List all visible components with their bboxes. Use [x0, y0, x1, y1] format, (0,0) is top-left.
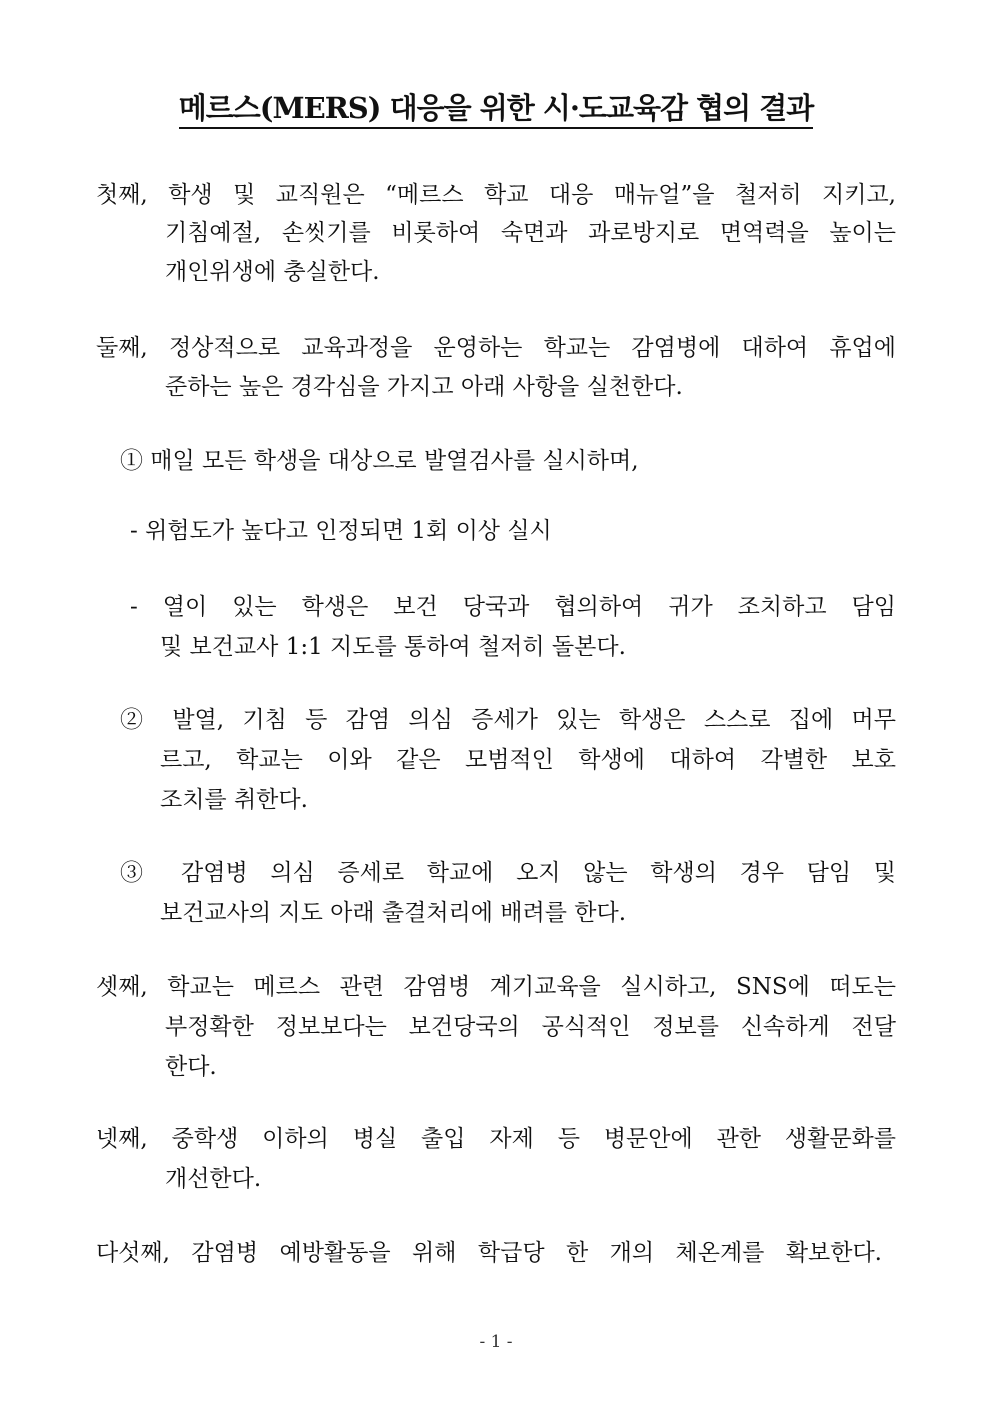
subitem-3-line-1: ③ 감염병 의심 증세로 학교에 오지 않는 학생의 경우 담임 및 [120, 860, 896, 886]
page-number: - 1 - [479, 1332, 513, 1352]
item-4-line-1: 넷째, 중학생 이하의 병실 출입 자제 등 병문안에 관한 생활문화를 [96, 1126, 896, 1152]
item-3-line-1: 셋째, 학교는 메르스 관련 감염병 계기교육을 실시하고, SNS에 떠도는 [96, 974, 896, 1000]
subitem-1-line-1: ① 매일 모든 학생을 대상으로 발열검사를 실시하며, [120, 448, 639, 474]
dash-item-1-line-1: - 위험도가 높다고 인정되면 1회 이상 실시 [130, 518, 552, 544]
item-1-line-1: 첫째, 학생 및 교직원은 “메르스 학교 대응 매뉴얼”을 철저히 지키고, [96, 182, 896, 208]
subitem-3-line-2: 보건교사의 지도 아래 출결처리에 배려를 한다. [160, 900, 627, 926]
item-2-line-1: 둘째, 정상적으로 교육과정을 운영하는 학교는 감염병에 대하여 휴업에 [96, 335, 896, 361]
subitem-2-line-2: 르고, 학교는 이와 같은 모범적인 학생에 대하여 각별한 보호 [160, 747, 896, 773]
item-4-line-2: 개선한다. [165, 1166, 262, 1192]
item-1-line-3: 개인위생에 충실한다. [165, 259, 380, 285]
document-title [0, 86, 992, 127]
subitem-2-line-1: ② 발열, 기침 등 감염 의심 증세가 있는 학생은 스스로 집에 머무 [120, 707, 896, 733]
item-3-line-2: 부정확한 정보보다는 보건당국의 공식적인 정보를 신속하게 전달 [165, 1014, 896, 1040]
subitem-2-line-3: 조치를 취한다. [160, 787, 308, 813]
dash-item-2-line-2: 및 보건교사 1:1 지도를 통하여 철저히 돌본다. [160, 634, 626, 660]
item-5-line-1: 다섯째, 감염병 예방활동을 위해 학급당 한 개의 체온계를 확보한다. [96, 1240, 882, 1266]
item-2-line-2: 준하는 높은 경각심을 가지고 아래 사항을 실천한다. [165, 374, 683, 400]
document-title-text: 메르스(MERS) 대응을 위한 시·도교육감 협의 결과 [179, 91, 814, 129]
dash-item-2-line-1: - 열이 있는 학생은 보건 당국과 협의하여 귀가 조치하고 담임 [130, 594, 896, 620]
item-1-line-2: 기침예절, 손씻기를 비롯하여 숙면과 과로방지로 면역력을 높이는 [165, 220, 896, 246]
item-3-line-3: 한다. [165, 1054, 217, 1080]
